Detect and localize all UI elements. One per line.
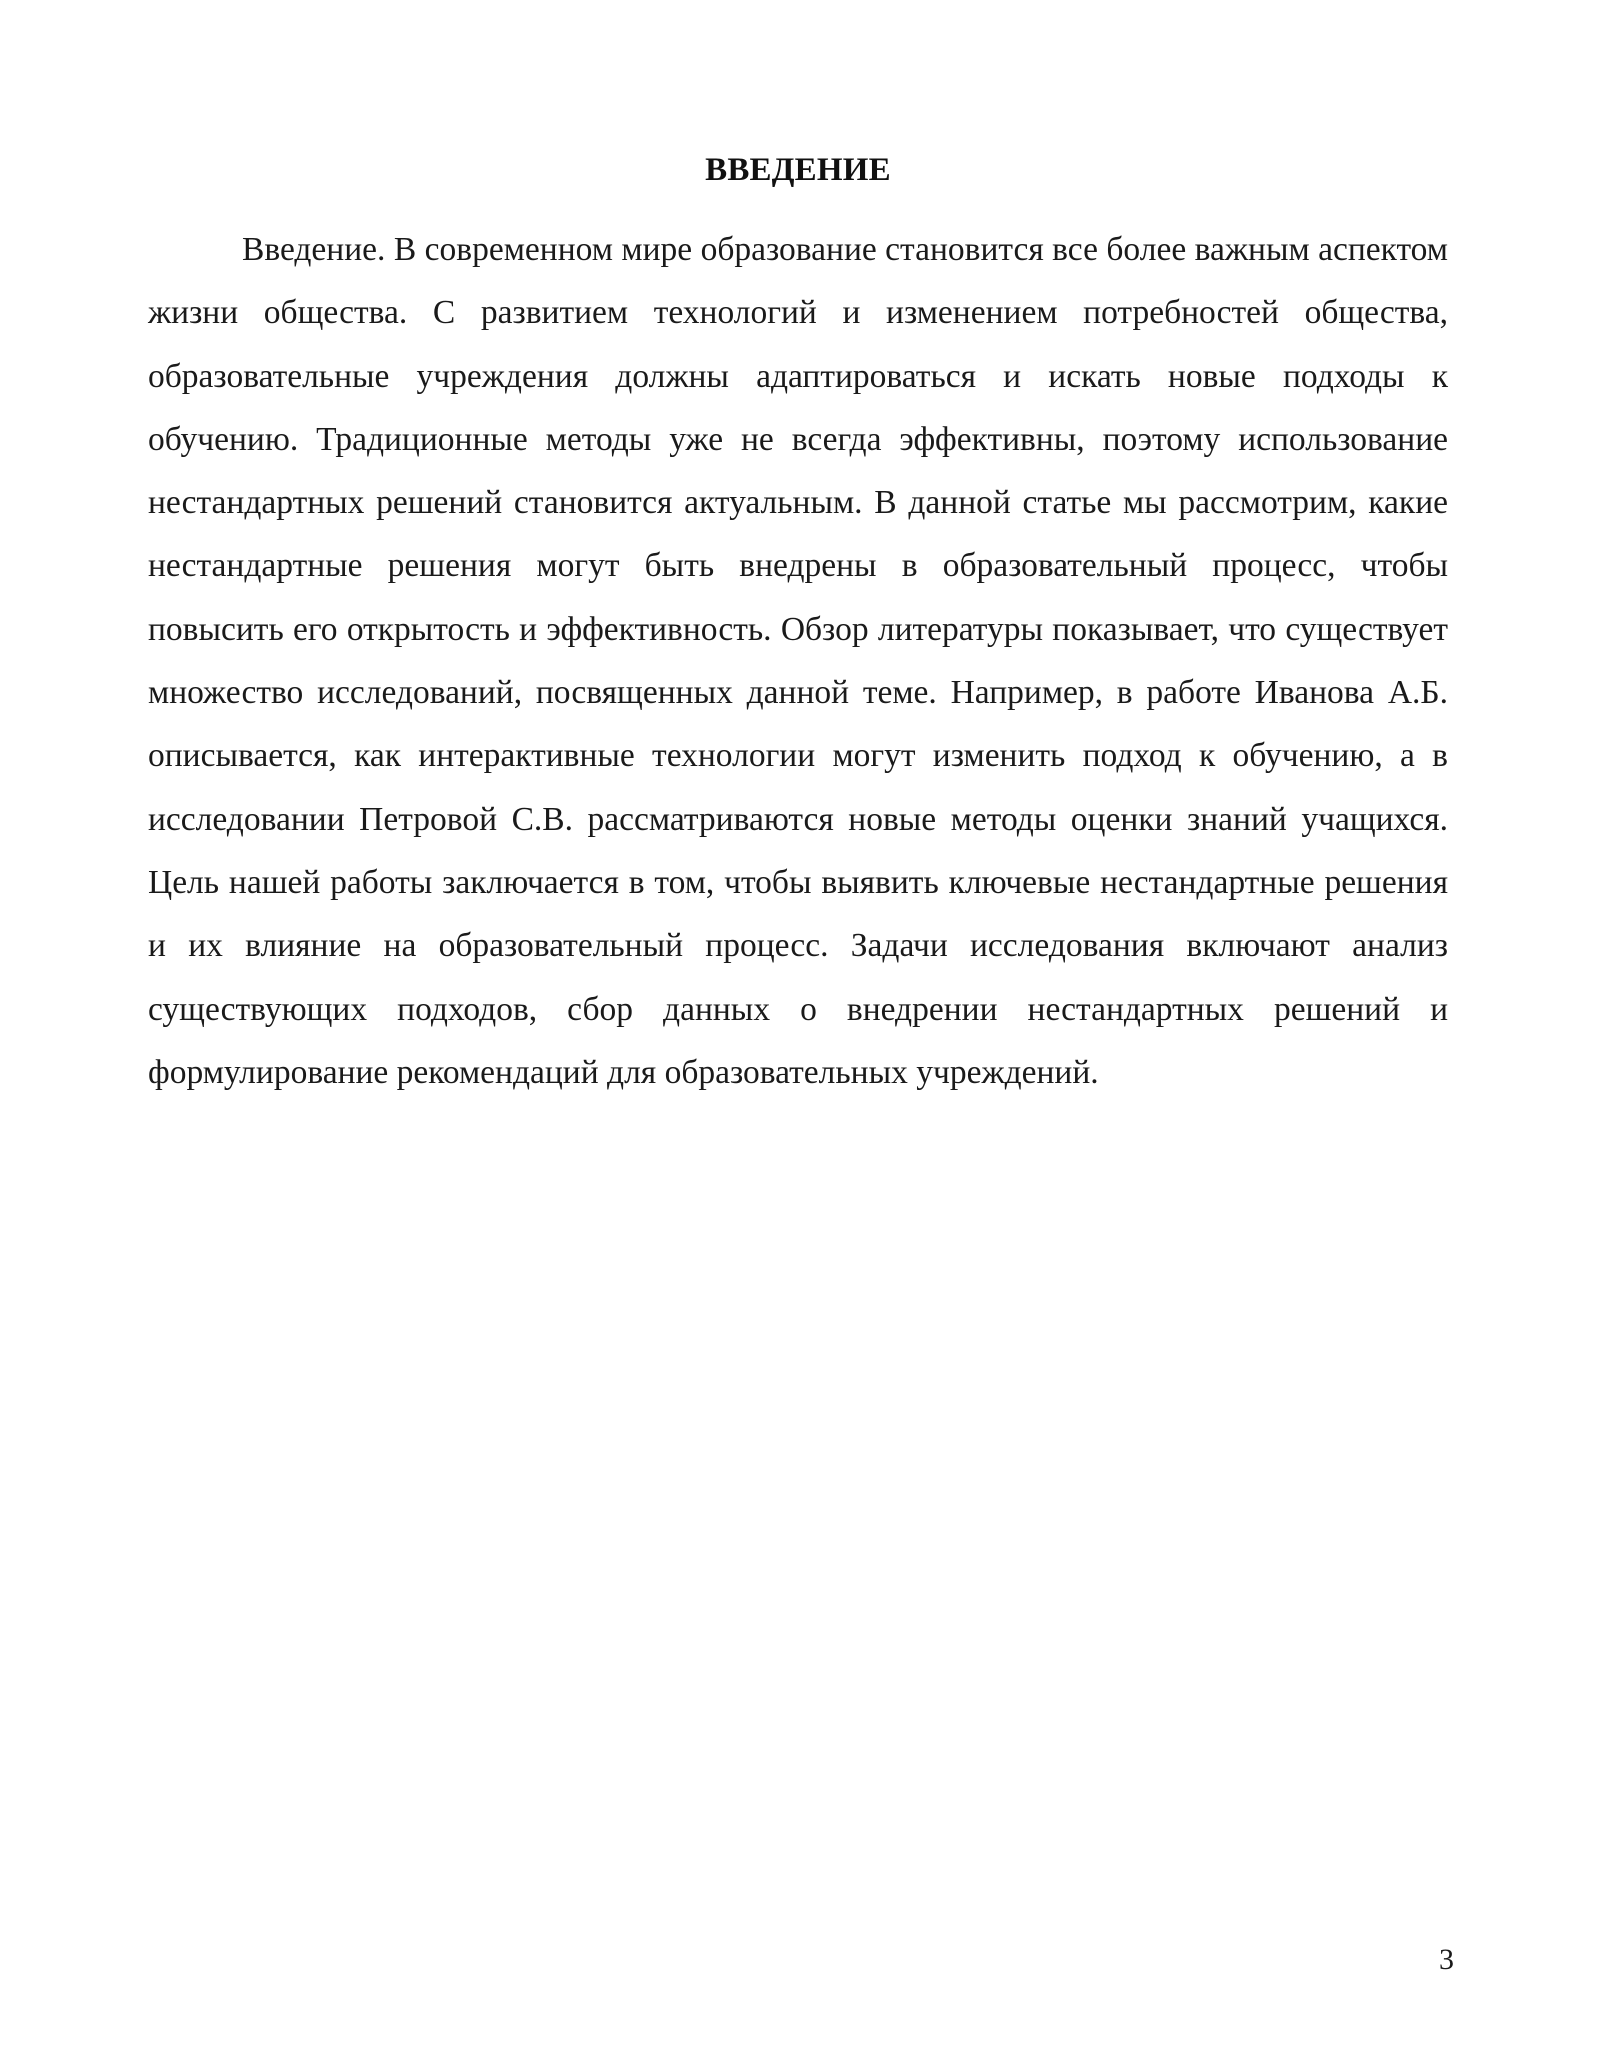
page-number: 3 — [1439, 1943, 1454, 1976]
section-heading: ВВЕДЕНИЕ — [705, 152, 891, 188]
body-paragraph: Введение. В современном мире образование становится все более важным аспектом жизни общества. С развитием технологий и изменением потребностей общества, образовательные учреждения должны адаптироваться и искать новые подходы к обучению. Традиционные методы уже не всегда эффективны, поэтому использование нестандартных решений становится актуальным. В данной статье мы рассмотрим, какие нестандартные решения могут быть внедрены в образовательный процесс, чтобы повысить его открытость и эффективность. Обзор литературы показывает, что существует множество исследований, посвященных данной теме. Например, в работе Иванова А.Б. описывается, как интерактивные технологии могут изменить подход к обучению, а в исследовании Петровой С.В. рассматриваются новые методы оценки знаний учащихся. Цель нашей работы заключается в том, чтобы выявить ключевые нестандартные решения и их влияние на образовательный процесс. Задачи исследования включают анализ существующих подходов, сбор данных о внедрении нестандартных решений и формулирование рекомендаций для образовательных учреждений. — [148, 231, 1448, 1091]
